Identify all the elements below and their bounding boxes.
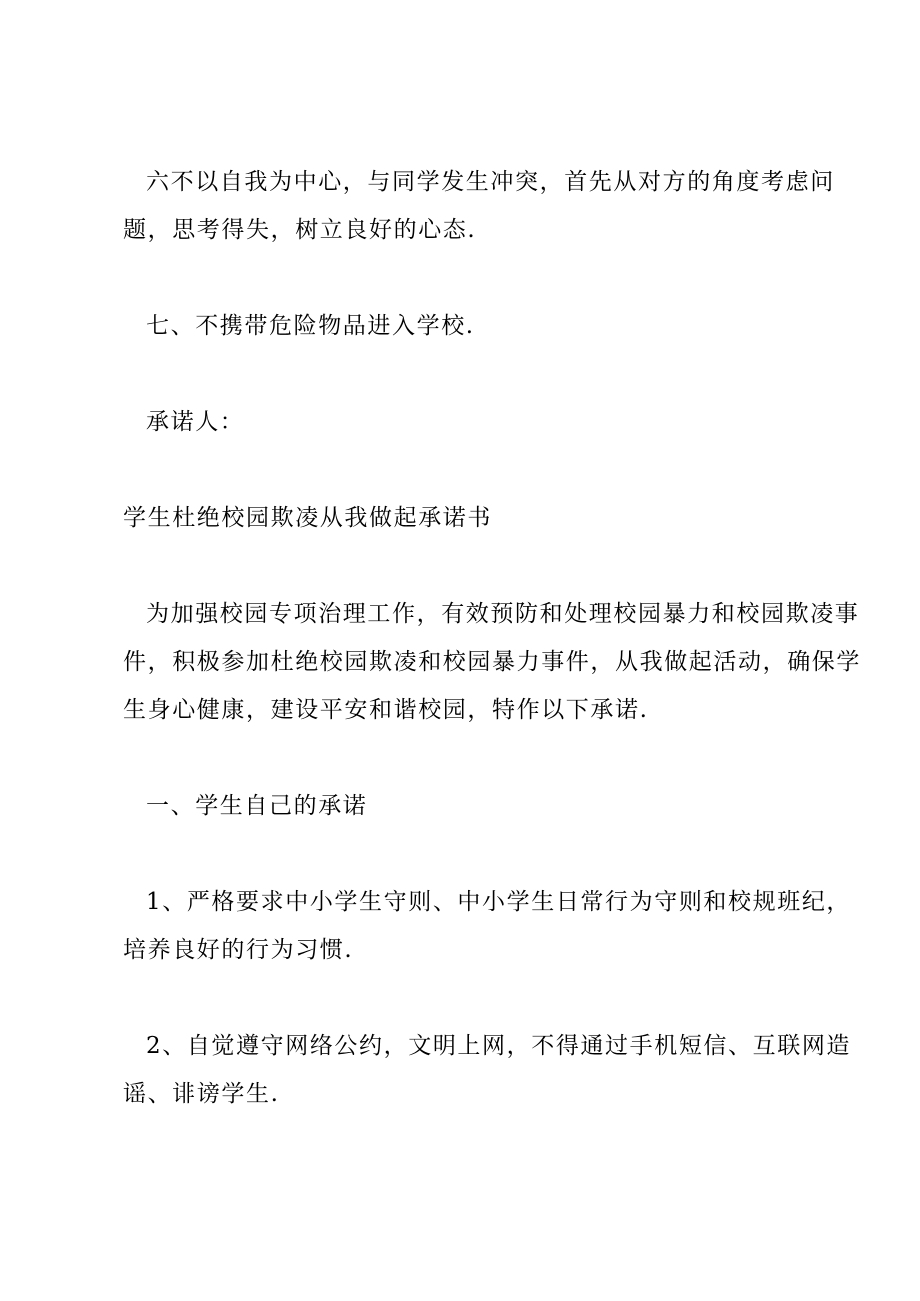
document-title (123, 494, 828, 542)
promisor-signature-line (123, 398, 828, 446)
paragraph-line: 为加强校园专项治理工作，有效预防和处理校园暴力和校园欺凌事 (146, 601, 860, 627)
section-heading (123, 782, 828, 830)
list-item-1 (123, 878, 852, 974)
paragraph-line: 七、不携带危险物品进入学校. (146, 313, 475, 339)
paragraph-line: 承诺人： (146, 409, 245, 435)
intro-paragraph (123, 590, 861, 734)
list-item-2 (123, 1022, 852, 1118)
paragraph-item-7 (123, 302, 828, 350)
paragraph-line: 题，思考得失，树立良好的心态. (123, 217, 477, 243)
title-text: 学生杜绝校园欺凌从我做起承诺书 (123, 505, 492, 531)
paragraph-line: 六不以自我为中心，与同学发生冲突，首先从对方的角度考虑问 (146, 169, 835, 195)
paragraph-line: 生身心健康，建设平安和谐校园，特作以下承诺. (123, 697, 649, 723)
heading-text: 一、学生自己的承诺 (146, 793, 368, 819)
paragraph-line: 1、严格要求中小学生守则、中小学生日常行为守则和校规班纪， (146, 889, 852, 915)
paragraph-line: 件，积极参加杜绝校园欺凌和校园暴力事件，从我做起活动，确保学 (123, 649, 861, 675)
paragraph-line: 培养良好的行为习惯. (123, 937, 354, 963)
paragraph-item-6 (123, 158, 835, 254)
paragraph-line: 2、自觉遵守网络公约，文明上网，不得通过手机短信、互联网造 (146, 1033, 852, 1059)
paragraph-line: 谣、诽谤学生. (123, 1081, 280, 1107)
